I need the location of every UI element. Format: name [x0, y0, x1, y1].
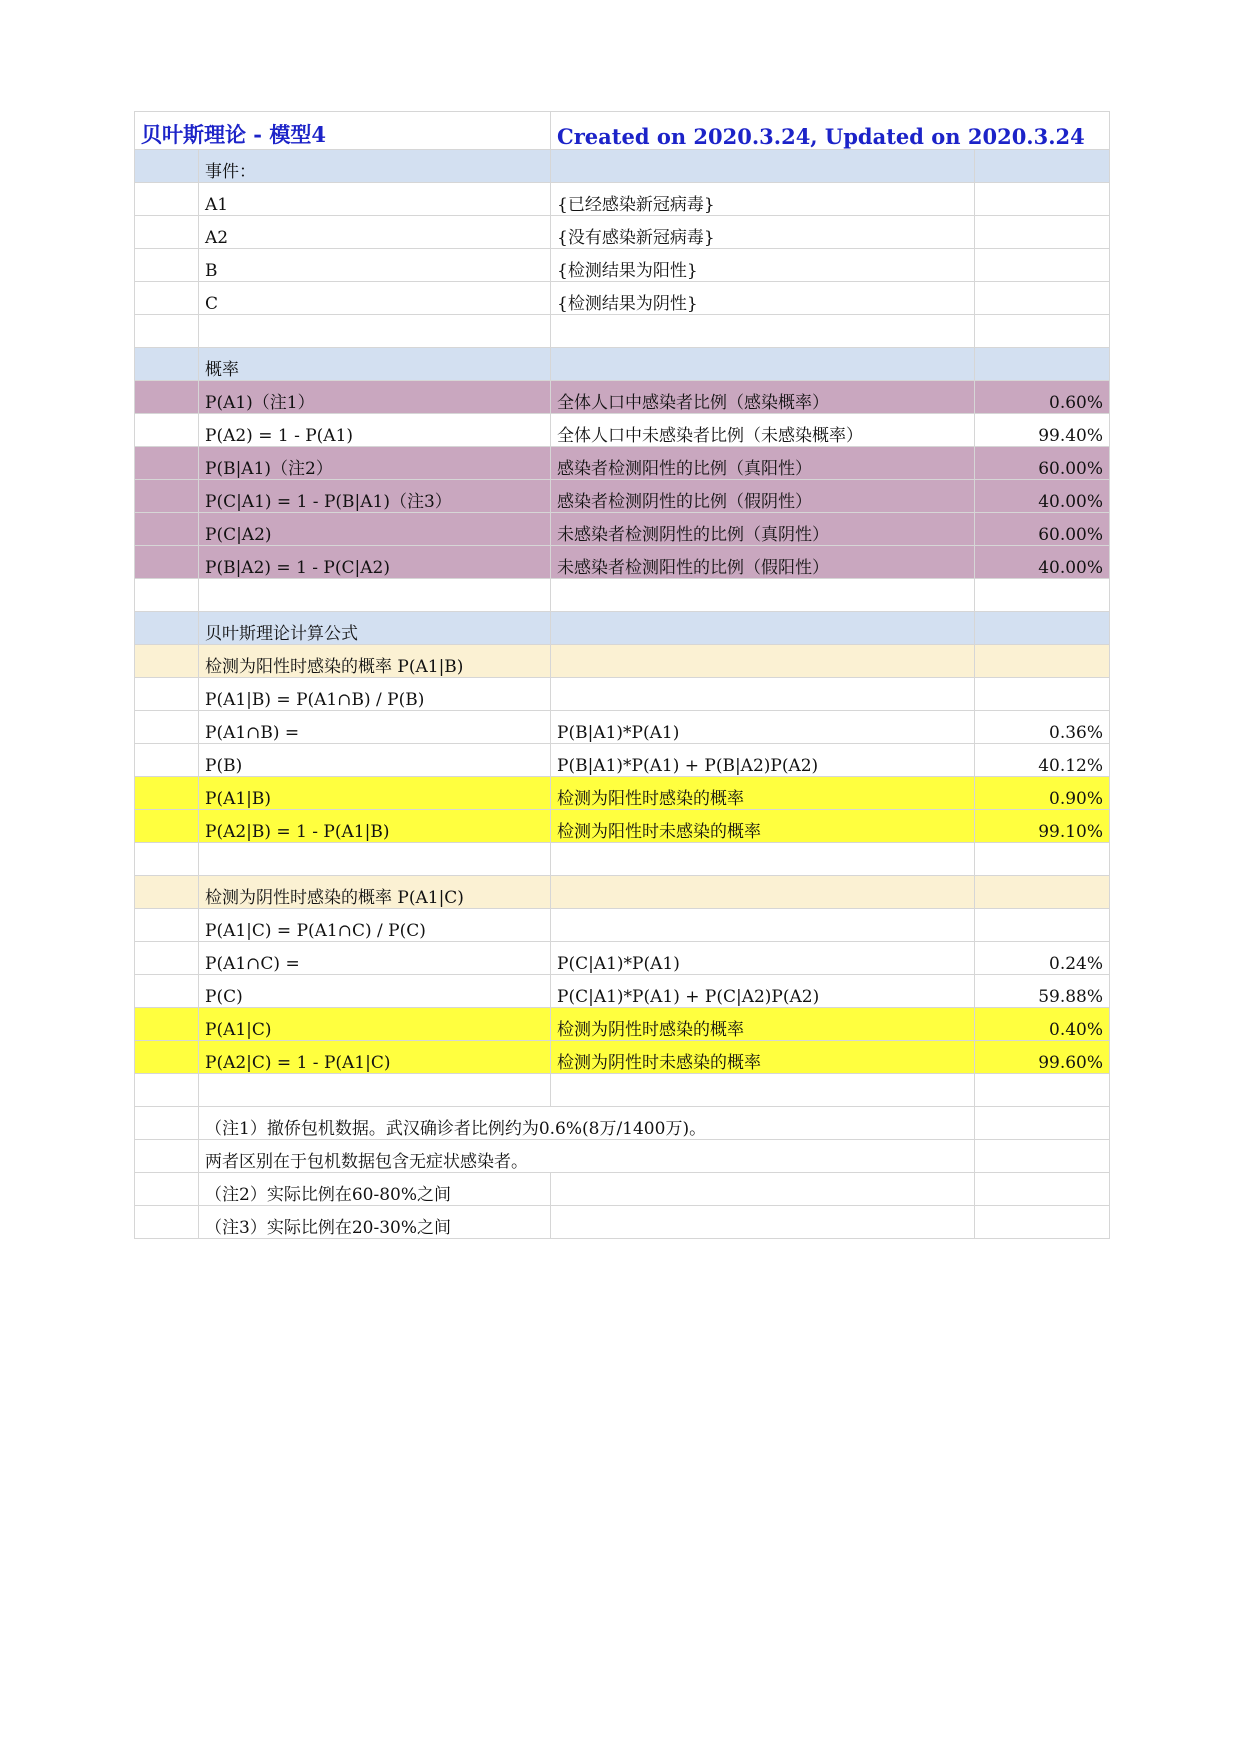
calc-value: 99.10% — [975, 810, 1110, 843]
prob-value: 40.00% — [975, 480, 1110, 513]
sheet-title: 贝叶斯理论 - 模型4 — [135, 112, 551, 150]
note-row — [135, 1140, 1110, 1173]
bayes-header-row — [135, 612, 1110, 645]
prob-label: P(A1)（注1） — [199, 381, 551, 414]
calc-label: P(A1∩B) = — [199, 711, 551, 744]
prob-desc: 未感染者检测阴性的比例（真阴性） — [551, 513, 975, 546]
calc-desc: P(C|A1)*P(A1) — [551, 942, 975, 975]
calc-value: 59.88% — [975, 975, 1110, 1008]
prob-header: 概率 — [199, 348, 551, 381]
positive-formula: P(A1|B) = P(A1∩B) / P(B) — [199, 678, 551, 711]
blank-row — [135, 1074, 1110, 1107]
prob-label: P(A2) = 1 - P(A1) — [199, 414, 551, 447]
calc-value: 0.36% — [975, 711, 1110, 744]
prob-row — [135, 414, 1110, 447]
calc-value: 0.40% — [975, 1008, 1110, 1041]
negative-calc-row — [135, 975, 1110, 1008]
prob-value: 0.60% — [975, 381, 1110, 414]
prob-desc: 感染者检测阴性的比例（假阴性） — [551, 480, 975, 513]
prob-value: 99.40% — [975, 414, 1110, 447]
event-desc: {已经感染新冠病毒} — [551, 183, 975, 216]
calc-value: 0.90% — [975, 777, 1110, 810]
positive-calc-row — [135, 810, 1110, 843]
events-header: 事件： — [199, 150, 551, 183]
prob-row — [135, 447, 1110, 480]
note-3: （注3）实际比例在20-30%之间 — [199, 1206, 551, 1239]
prob-value: 40.00% — [975, 546, 1110, 579]
calc-label: P(A2|B) = 1 - P(A1|B) — [199, 810, 551, 843]
negative-calc-row — [135, 1008, 1110, 1041]
positive-formula-row — [135, 678, 1110, 711]
prob-desc: 全体人口中感染者比例（感染概率） — [551, 381, 975, 414]
note-1: （注1）撤侨包机数据。武汉确诊者比例约为0.6%(8万/1400万)。 — [199, 1107, 975, 1140]
event-label: B — [199, 249, 551, 282]
event-row — [135, 183, 1110, 216]
calc-value: 99.60% — [975, 1041, 1110, 1074]
negative-header: 检测为阴性时感染的概率 P(A1|C) — [199, 876, 551, 909]
events-header-row — [135, 150, 1110, 183]
prob-header-row — [135, 348, 1110, 381]
event-desc: {没有感染新冠病毒} — [551, 216, 975, 249]
note-1-cont: 两者区别在于包机数据包含无症状感染者。 — [199, 1140, 975, 1173]
created-date: Created on 2020.3.24, Updated on 2020.3.24 — [551, 112, 1110, 150]
prob-label: P(B|A1)（注2） — [199, 447, 551, 480]
positive-calc-row — [135, 744, 1110, 777]
blank-row — [135, 315, 1110, 348]
prob-label: P(C|A1) = 1 - P(B|A1)（注3） — [199, 480, 551, 513]
blank-row — [135, 843, 1110, 876]
calc-label: P(A2|C) = 1 - P(A1|C) — [199, 1041, 551, 1074]
event-desc: {检测结果为阳性} — [551, 249, 975, 282]
calc-label: P(C) — [199, 975, 551, 1008]
blank-row — [135, 579, 1110, 612]
negative-calc-row — [135, 1041, 1110, 1074]
positive-calc-row — [135, 777, 1110, 810]
prob-value: 60.00% — [975, 447, 1110, 480]
calc-value: 40.12% — [975, 744, 1110, 777]
negative-formula-row — [135, 909, 1110, 942]
prob-desc: 全体人口中未感染者比例（未感染概率） — [551, 414, 975, 447]
note-row — [135, 1173, 1110, 1206]
calc-label: P(B) — [199, 744, 551, 777]
negative-header-row — [135, 876, 1110, 909]
calc-label: P(A1|B) — [199, 777, 551, 810]
calc-desc: 检测为阳性时感染的概率 — [551, 777, 975, 810]
prob-row — [135, 546, 1110, 579]
event-row — [135, 216, 1110, 249]
prob-row — [135, 381, 1110, 414]
prob-row — [135, 480, 1110, 513]
event-label: C — [199, 282, 551, 315]
positive-calc-row — [135, 711, 1110, 744]
event-label: A1 — [199, 183, 551, 216]
calc-desc: 检测为阳性时未感染的概率 — [551, 810, 975, 843]
positive-header: 检测为阳性时感染的概率 P(A1|B) — [199, 645, 551, 678]
prob-desc: 未感染者检测阳性的比例（假阳性） — [551, 546, 975, 579]
calc-label: P(A1∩C) = — [199, 942, 551, 975]
event-desc: {检测结果为阴性} — [551, 282, 975, 315]
prob-desc: 感染者检测阳性的比例（真阳性） — [551, 447, 975, 480]
bayes-header: 贝叶斯理论计算公式 — [199, 612, 551, 645]
prob-value: 60.00% — [975, 513, 1110, 546]
calc-desc: 检测为阴性时未感染的概率 — [551, 1041, 975, 1074]
negative-calc-row — [135, 942, 1110, 975]
calc-desc: P(B|A1)*P(A1) — [551, 711, 975, 744]
spreadsheet — [134, 111, 1110, 1239]
calc-value: 0.24% — [975, 942, 1110, 975]
event-row — [135, 249, 1110, 282]
positive-header-row — [135, 645, 1110, 678]
event-label: A2 — [199, 216, 551, 249]
negative-formula: P(A1|C) = P(A1∩C) / P(C) — [199, 909, 551, 942]
prob-label: P(B|A2) = 1 - P(C|A2) — [199, 546, 551, 579]
note-2: （注2）实际比例在60-80%之间 — [199, 1173, 551, 1206]
note-row — [135, 1107, 1110, 1140]
note-row — [135, 1206, 1110, 1239]
calc-desc: 检测为阴性时感染的概率 — [551, 1008, 975, 1041]
title-row — [135, 112, 1110, 150]
calc-desc: P(B|A1)*P(A1) + P(B|A2)P(A2) — [551, 744, 975, 777]
prob-label: P(C|A2) — [199, 513, 551, 546]
prob-row — [135, 513, 1110, 546]
calc-label: P(A1|C) — [199, 1008, 551, 1041]
event-row — [135, 282, 1110, 315]
calc-desc: P(C|A1)*P(A1) + P(C|A2)P(A2) — [551, 975, 975, 1008]
